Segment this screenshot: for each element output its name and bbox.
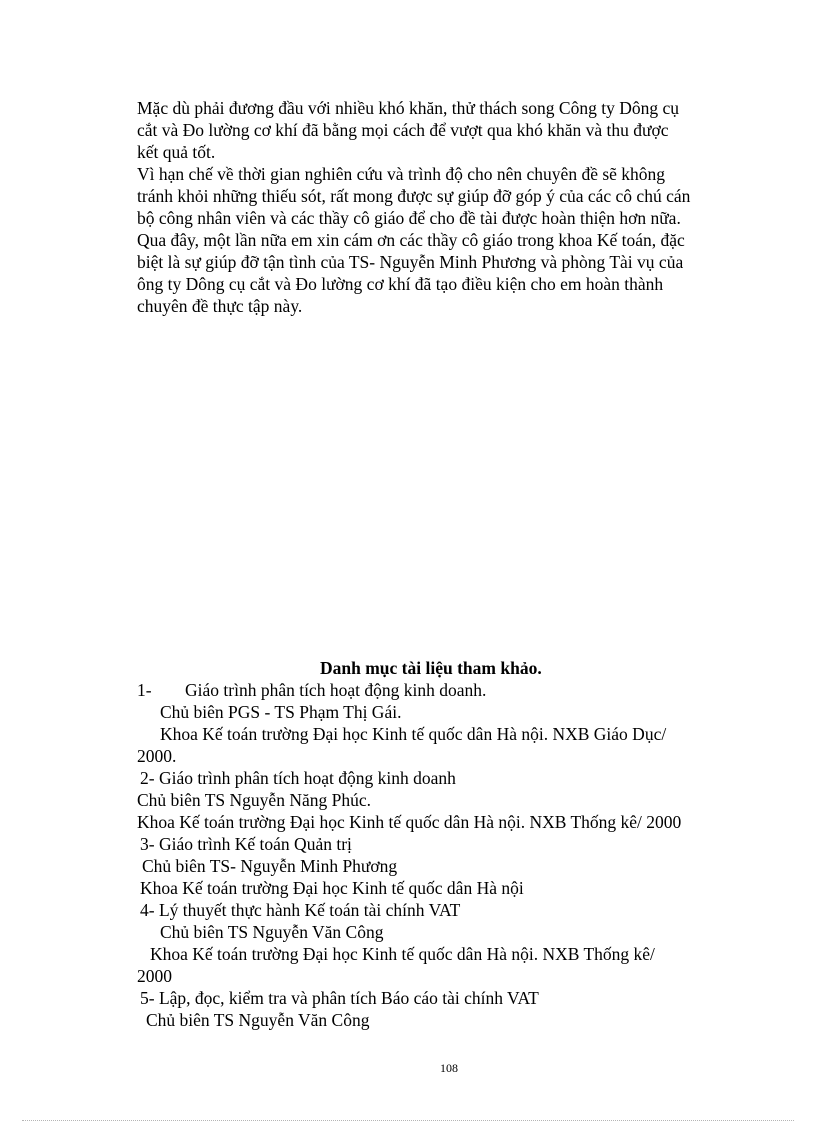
reference-editor: Chủ biên TS Nguyễn Văn Công — [160, 922, 384, 942]
intro-line: Qua đây, một lần nữa em xin cám ơn các thầy cô giáo trong khoa Kế toán, đặc — [137, 230, 685, 250]
intro-line: ông ty Dông cụ cắt và Đo lường cơ khí đã tạo điều kiện cho em hoàn thành — [137, 274, 664, 294]
reference-publisher: Khoa Kế toán trường Đại học Kinh tế quốc dân Hà nội — [140, 878, 524, 898]
reference-publisher: 2000 — [137, 966, 172, 986]
reference-publisher: Khoa Kế toán trường Đại học Kinh tế quốc dân Hà nội. NXB Giáo Dục/ — [160, 724, 667, 744]
intro-line: chuyên đề thực tập này. — [137, 296, 303, 316]
intro-line: tránh khỏi những thiếu sót, rất mong được sự giúp đỡ góp ý của các cô chú cán — [137, 186, 691, 206]
intro-line: kết quả tốt. — [137, 142, 216, 162]
reference-title: 4- Lý thuyết thực hành Kế toán tài chính VAT — [140, 900, 461, 920]
reference-title: 3- Giáo trình Kế toán Quản trị — [140, 834, 352, 854]
reference-editor: Chủ biên TS- Nguyễn Minh Phương — [142, 856, 398, 876]
reference-number: 1- — [137, 680, 152, 700]
reference-publisher: Khoa Kế toán trường Đại học Kinh tế quốc dân Hà nội. NXB Thống kê/ 2000 — [137, 812, 682, 832]
intro-line: biệt là sự giúp đỡ tận tình của TS- Nguyễn Minh Phương và phòng Tài vụ của — [137, 252, 684, 272]
page-edge-divider — [22, 1120, 794, 1121]
references-title: Danh mục tài liệu tham khảo. — [320, 658, 542, 678]
reference-title: Giáo trình phân tích hoạt động kinh doanh. — [185, 680, 487, 700]
reference-editor: Chủ biên TS Nguyễn Văn Công — [146, 1010, 370, 1030]
reference-publisher: Khoa Kế toán trường Đại học Kinh tế quốc dân Hà nội. NXB Thống kê/ — [150, 944, 655, 964]
reference-title: 2- Giáo trình phân tích hoạt động kinh doanh — [140, 768, 456, 788]
intro-line: cắt và Đo lường cơ khí đã bằng mọi cách để vượt qua khó khăn và thu được — [137, 120, 669, 140]
intro-line: Vì hạn chế về thời gian nghiên cứu và trình độ cho nên chuyên đề sẽ không — [137, 164, 666, 184]
intro-line: Mặc dù phải đương đầu với nhiều khó khăn, thử thách song Công ty Dông cụ — [137, 98, 679, 118]
reference-publisher: 2000. — [137, 746, 177, 766]
page-number: 108 — [440, 1061, 458, 1075]
reference-title: 5- Lập, đọc, kiểm tra và phân tích Báo cáo tài chính VAT — [140, 988, 539, 1008]
reference-editor: Chủ biên PGS - TS Phạm Thị Gái. — [160, 702, 402, 722]
intro-line: bộ công nhân viên và các thầy cô giáo để cho đề tài được hoàn thiện hơn nữa. — [137, 208, 681, 228]
reference-editor: Chủ biên TS Nguyễn Năng Phúc. — [137, 790, 371, 810]
